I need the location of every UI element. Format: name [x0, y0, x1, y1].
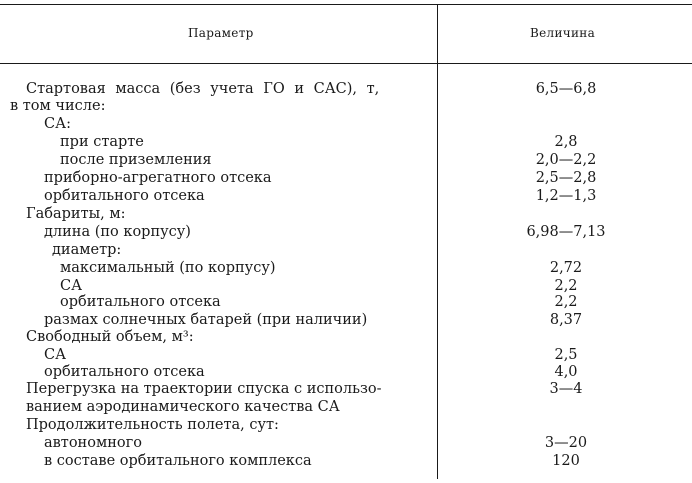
row-label: орбитального отсека	[44, 188, 205, 204]
table-row	[0, 205, 692, 223]
row-value: 8,37	[549, 312, 583, 328]
row-value: 2,0—2,2	[535, 152, 597, 168]
row-label: при старте	[60, 134, 144, 150]
row-label: диаметр:	[52, 242, 122, 258]
table-row	[0, 380, 692, 398]
table-row	[0, 241, 692, 259]
table-row	[0, 187, 692, 205]
row-label: максимальный (по корпусу)	[60, 260, 276, 276]
table-row	[0, 115, 692, 133]
row-label: Продолжительность полета, сут:	[26, 417, 279, 433]
table-row	[0, 97, 692, 115]
header-value: Величина	[530, 26, 596, 40]
row-value: 4,0	[554, 364, 578, 380]
row-label: в составе орбитального комплекса	[44, 453, 312, 469]
table-row	[0, 346, 692, 364]
table-row	[0, 328, 692, 346]
row-value: 2,2	[554, 294, 578, 310]
table-row	[0, 416, 692, 434]
row-label: в том числе:	[10, 98, 106, 114]
table-row	[0, 133, 692, 151]
row-label: после приземления	[60, 152, 212, 168]
row-label: Свободный объем, м³:	[26, 329, 194, 345]
row-value: 2,2	[554, 278, 578, 294]
row-value: 3—4	[549, 381, 583, 397]
row-label: орбитального отсека	[60, 294, 221, 310]
row-value: 6,98—7,13	[526, 224, 606, 240]
table-row	[0, 259, 692, 277]
row-label: длина (по корпусу)	[44, 224, 191, 240]
row-label: Габариты, м:	[26, 206, 126, 222]
row-value: 2,5	[554, 347, 578, 363]
top-rule	[0, 4, 692, 5]
row-value: 3—20	[544, 435, 588, 451]
row-value: 2,8	[554, 134, 578, 150]
table-row	[0, 169, 692, 187]
row-value: 2,5—2,8	[535, 170, 597, 186]
row-label: Перегрузка на траектории спуска с использо-	[26, 381, 382, 397]
table-row	[0, 434, 692, 452]
row-label: Стартовая масса (без учета ГО и САС), т,	[26, 81, 380, 97]
row-value: 6,5—6,8	[535, 81, 597, 97]
table-row	[0, 311, 692, 329]
row-value: 1,2—1,3	[535, 188, 597, 204]
table-row	[0, 151, 692, 169]
row-label: СА	[60, 278, 83, 294]
row-label: СА:	[44, 116, 71, 132]
row-label: размах солнечных батарей (при наличии)	[44, 312, 368, 328]
header-rule	[0, 63, 692, 64]
header-param: Параметр	[188, 26, 254, 40]
row-label: ванием аэродинамического качества СА	[26, 399, 340, 415]
row-label: автономного	[44, 435, 142, 451]
table-row	[0, 452, 692, 470]
row-label: приборно-агрегатного отсека	[44, 170, 272, 186]
table-row	[0, 363, 692, 381]
row-label: СА	[44, 347, 67, 363]
table-row	[0, 223, 692, 241]
table-row	[0, 80, 692, 98]
row-value: 2,72	[549, 260, 583, 276]
table-row	[0, 398, 692, 416]
table-row	[0, 293, 692, 311]
row-label: орбитального отсека	[44, 364, 205, 380]
row-value: 120	[552, 453, 580, 469]
